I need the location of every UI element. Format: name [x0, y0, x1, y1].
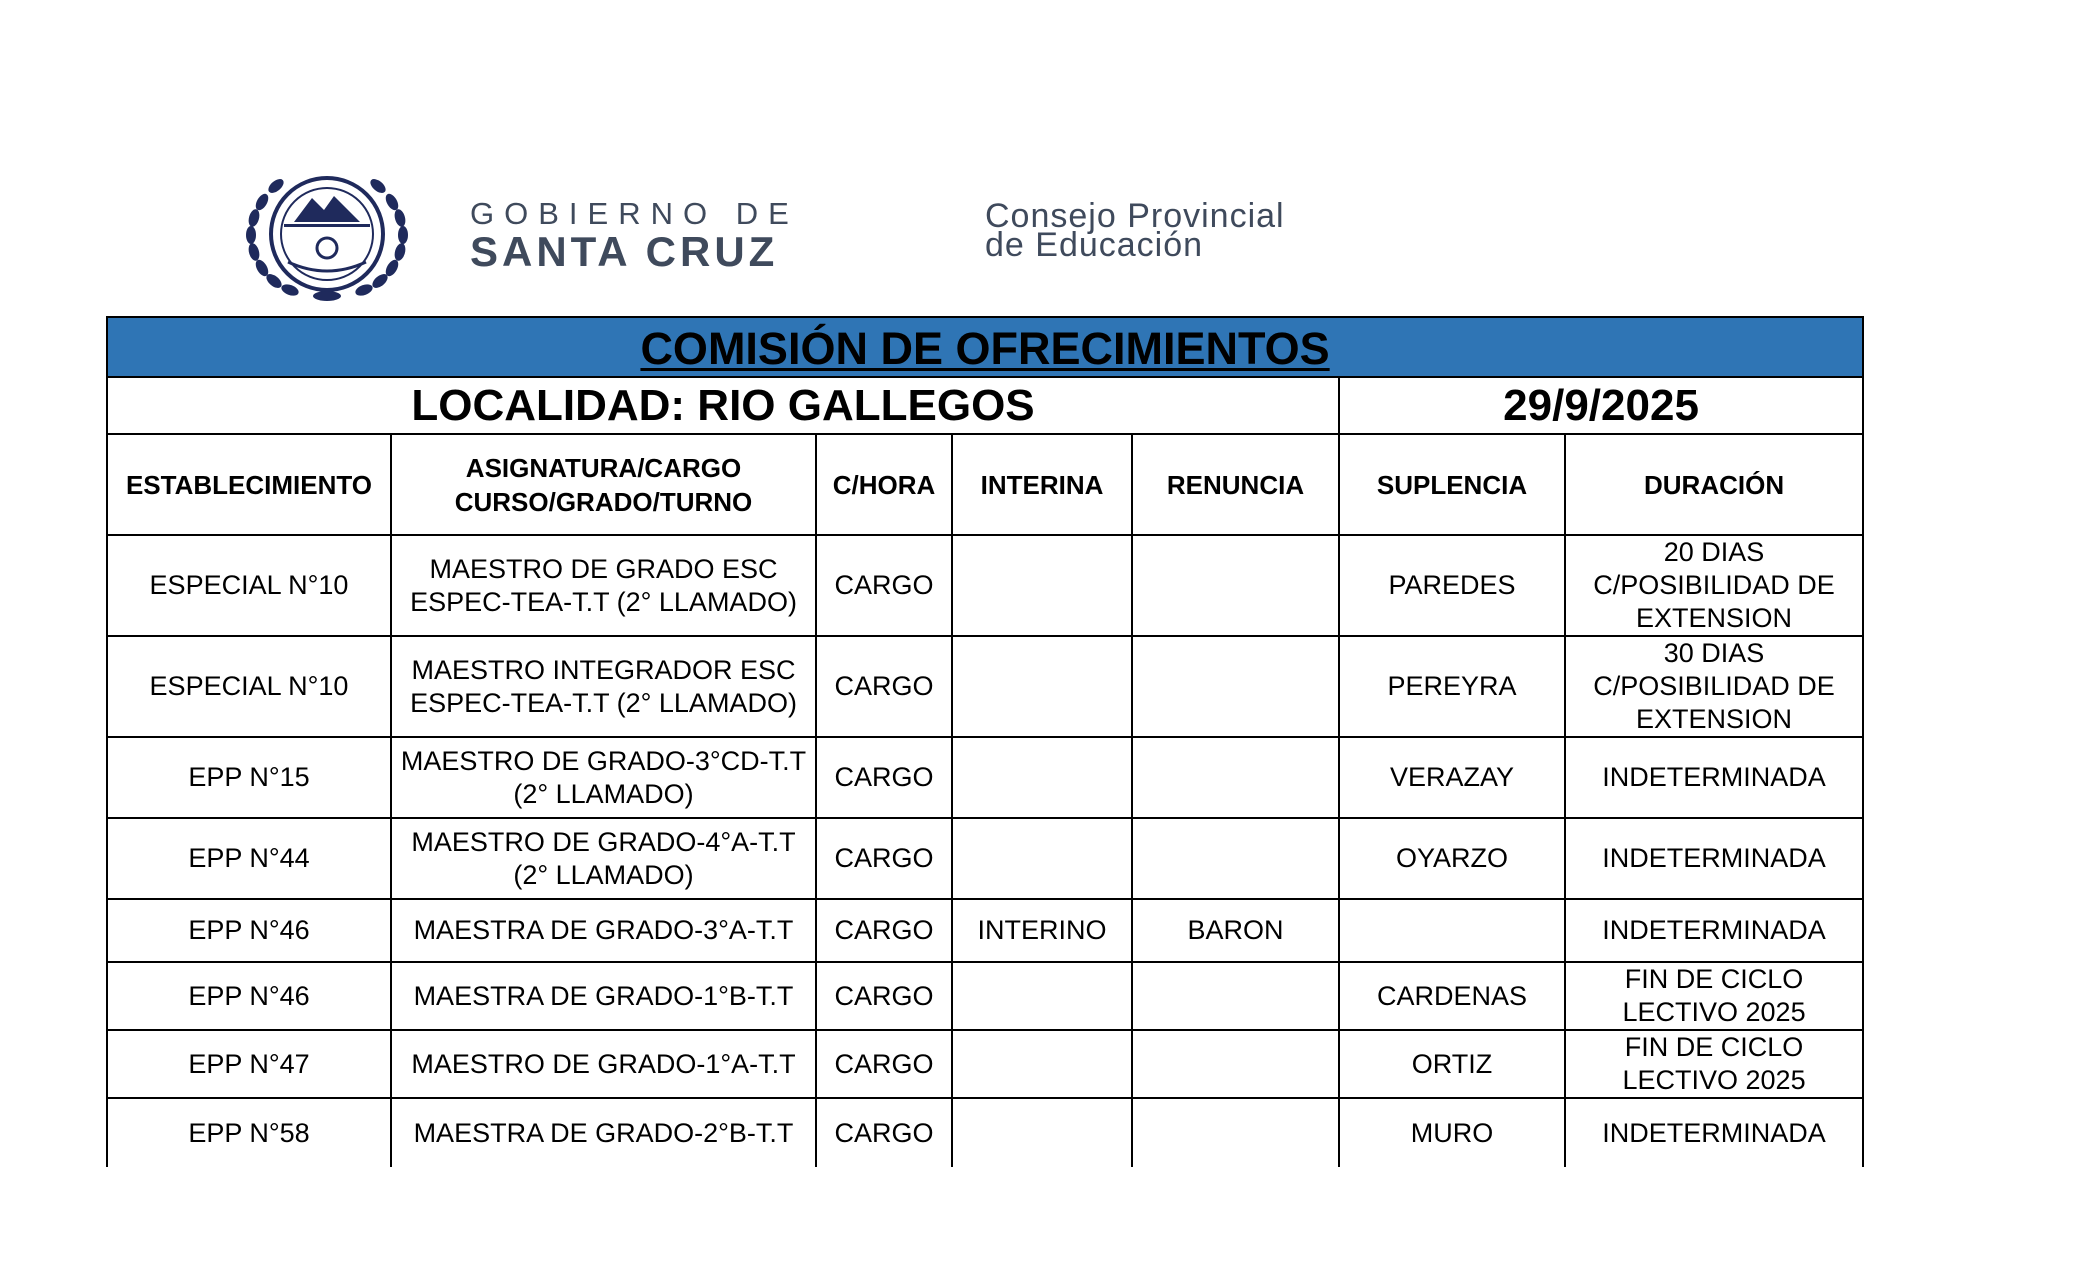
locality-cell: LOCALIDAD: RIO GALLEGOS [107, 377, 1339, 434]
cell-interina [952, 1030, 1132, 1098]
cell-asignatura-line: MAESTRO DE GRADO-4°A-T.T [411, 826, 796, 857]
cell-duracion [1565, 1030, 1863, 1098]
cell-duracion-line: FIN DE CICLO [1624, 964, 1804, 994]
cell-suplencia: PEREYRA [1339, 636, 1565, 737]
provincial-seal-logo [232, 162, 422, 304]
council-line1: Consejo Provincial [985, 197, 1285, 235]
cell-renuncia: BARON [1132, 899, 1339, 962]
cell-asignatura-line: (2° LLAMADO) [513, 859, 694, 890]
cell-duracion: INDETERMINADA [1565, 737, 1863, 818]
cell-asignatura: MAESTRA DE GRADO-3°A-T.T [391, 899, 816, 962]
cell-renuncia [1132, 636, 1339, 737]
cell-establecimiento: EPP N°44 [107, 818, 391, 899]
cell-interina [952, 962, 1132, 1030]
table-row [107, 1098, 1863, 1167]
cell-asignatura [391, 818, 816, 899]
cell-asignatura-line: ESPEC-TEA-T.T (2° LLAMADO) [410, 687, 797, 718]
header-row [107, 434, 1863, 535]
cell-establecimiento: EPP N°15 [107, 737, 391, 818]
offers-table [106, 316, 1864, 1167]
table-row [107, 899, 1863, 962]
cell-asignatura: MAESTRA DE GRADO-2°B-T.T [391, 1098, 816, 1167]
col-establecimiento: ESTABLECIMIENTO [107, 434, 391, 535]
cell-duracion-line: FIN DE CICLO [1624, 1032, 1804, 1062]
cell-asignatura-line: MAESTRO INTEGRADOR ESC [411, 654, 796, 685]
table-row [107, 818, 1863, 899]
cell-chora: CARGO [816, 535, 952, 636]
cell-duracion [1565, 962, 1863, 1030]
cell-interina [952, 818, 1132, 899]
cell-establecimiento: EPP N°46 [107, 962, 391, 1030]
gov-line2: SANTA CRUZ [470, 228, 779, 275]
cell-asignatura-line: MAESTRO DE GRADO-3°CD-T.T [400, 745, 807, 776]
document-title: COMISIÓN DE OFRECIMIENTOS [640, 323, 1330, 374]
cell-asignatura-line: MAESTRO DE GRADO ESC [429, 553, 778, 584]
table-row [107, 737, 1863, 818]
cell-interina [952, 737, 1132, 818]
cell-duracion: INDETERMINADA [1565, 899, 1863, 962]
cell-duracion-line: C/POSIBILIDAD DE [1593, 570, 1835, 600]
cell-duracion-line: 20 DIAS [1663, 537, 1765, 567]
cell-establecimiento: EPP N°47 [107, 1030, 391, 1098]
cell-duracion [1565, 535, 1863, 636]
cell-asignatura: MAESTRA DE GRADO-1°B-T.T [391, 962, 816, 1030]
cell-establecimiento: EPP N°58 [107, 1098, 391, 1167]
cell-suplencia: CARDENAS [1339, 962, 1565, 1030]
table-row [107, 535, 1863, 636]
col-duracion: DURACIÓN [1565, 434, 1863, 535]
cell-suplencia: VERAZAY [1339, 737, 1565, 818]
cell-suplencia: MURO [1339, 1098, 1565, 1167]
cell-chora: CARGO [816, 818, 952, 899]
gobierno-santa-cruz-logo [470, 198, 799, 273]
col-asignatura-line1: ASIGNATURA/CARGO [465, 452, 742, 483]
col-asignatura [391, 434, 816, 535]
cell-chora: CARGO [816, 737, 952, 818]
col-renuncia: RENUNCIA [1132, 434, 1339, 535]
cell-establecimiento: EPP N°46 [107, 899, 391, 962]
cell-renuncia [1132, 1030, 1339, 1098]
cell-suplencia [1339, 899, 1565, 962]
table-row [107, 1030, 1863, 1098]
cell-duracion-line: C/POSIBILIDAD DE [1593, 671, 1835, 701]
cell-duracion-line: LECTIVO 2025 [1622, 1065, 1806, 1095]
cell-duracion-line: 30 DIAS [1663, 638, 1765, 668]
cell-chora: CARGO [816, 1098, 952, 1167]
cell-chora: CARGO [816, 962, 952, 1030]
cell-duracion: INDETERMINADA [1565, 1098, 1863, 1167]
col-interina: INTERINA [952, 434, 1132, 535]
title-cell [107, 317, 1863, 377]
cell-asignatura [391, 535, 816, 636]
cell-duracion: INDETERMINADA [1565, 818, 1863, 899]
cell-suplencia: ORTIZ [1339, 1030, 1565, 1098]
col-suplencia: SUPLENCIA [1339, 434, 1565, 535]
cell-chora: CARGO [816, 899, 952, 962]
table-row [107, 962, 1863, 1030]
title-row [107, 317, 1863, 377]
cell-duracion-line: LECTIVO 2025 [1622, 997, 1806, 1027]
cell-interina [952, 1098, 1132, 1167]
cell-establecimiento: ESPECIAL N°10 [107, 636, 391, 737]
cell-renuncia [1132, 535, 1339, 636]
col-chora: C/HORA [816, 434, 952, 535]
cell-chora: CARGO [816, 636, 952, 737]
cell-interina [952, 535, 1132, 636]
cell-asignatura-line: (2° LLAMADO) [513, 778, 694, 809]
cell-interina: INTERINO [952, 899, 1132, 962]
cell-suplencia: PAREDES [1339, 535, 1565, 636]
gov-line1: GOBIERNO DE [470, 196, 799, 231]
date-cell: 29/9/2025 [1339, 377, 1863, 434]
cell-duracion-line: EXTENSION [1636, 603, 1793, 633]
cell-renuncia [1132, 737, 1339, 818]
cell-asignatura [391, 636, 816, 737]
cell-establecimiento: ESPECIAL N°10 [107, 535, 391, 636]
cell-interina [952, 636, 1132, 737]
cell-asignatura: MAESTRO DE GRADO-1°A-T.T [391, 1030, 816, 1098]
cell-suplencia: OYARZO [1339, 818, 1565, 899]
col-asignatura-line2: CURSO/GRADO/TURNO [454, 486, 753, 517]
cell-duracion-line: EXTENSION [1636, 704, 1793, 734]
cell-asignatura [391, 737, 816, 818]
cell-asignatura-line: ESPEC-TEA-T.T (2° LLAMADO) [410, 586, 797, 617]
cell-renuncia [1132, 1098, 1339, 1167]
locality-row [107, 377, 1863, 434]
council-line2: de Educación [985, 226, 1204, 264]
cell-renuncia [1132, 962, 1339, 1030]
consejo-provincial-logo [985, 197, 1285, 264]
table-row [107, 636, 1863, 737]
cell-duracion [1565, 636, 1863, 737]
cell-renuncia [1132, 818, 1339, 899]
cell-chora: CARGO [816, 1030, 952, 1098]
